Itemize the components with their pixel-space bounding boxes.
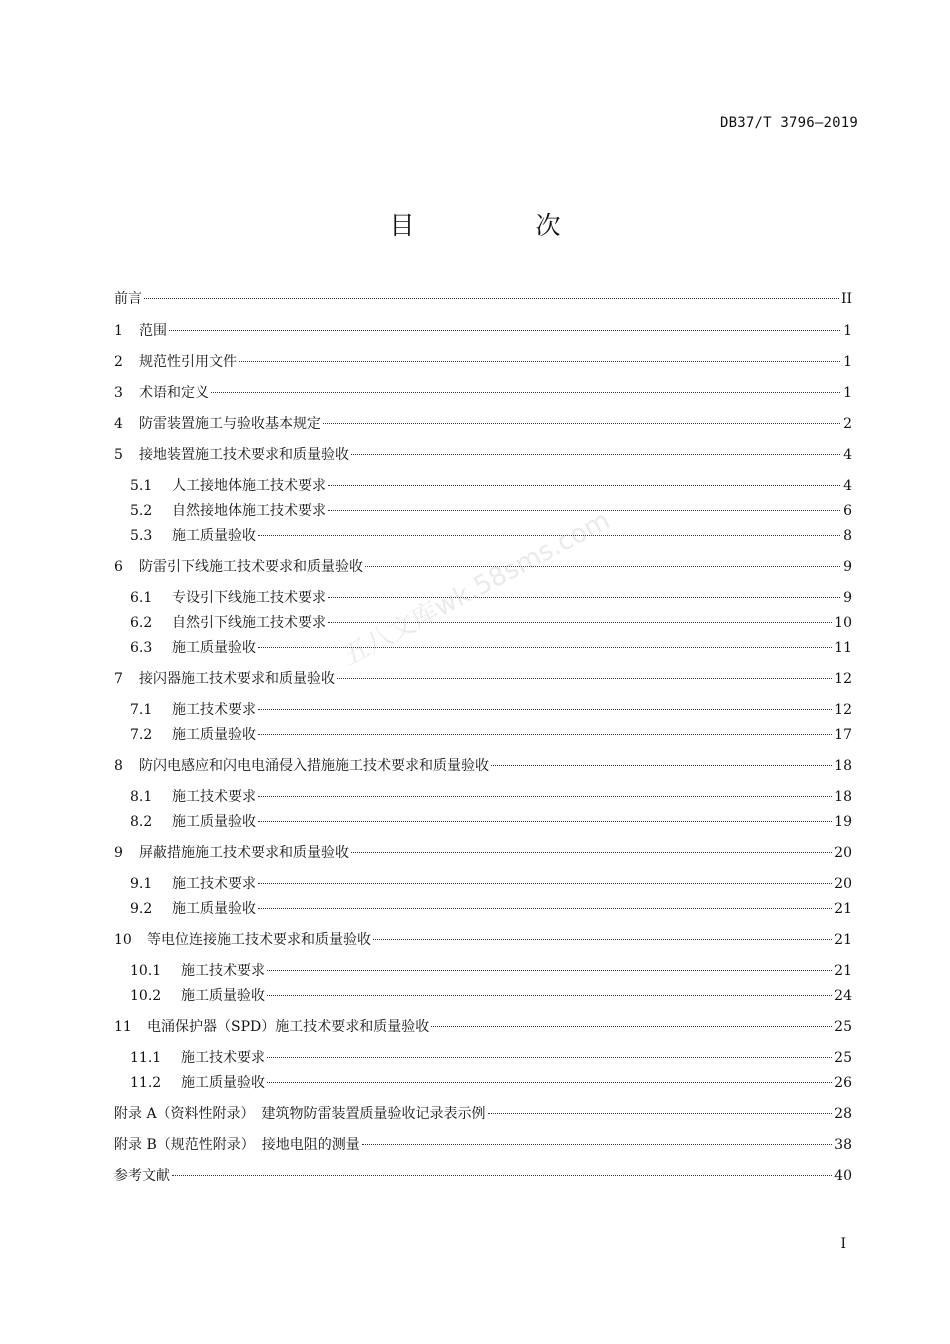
toc-entry-page: 1: [843, 323, 852, 339]
toc-entry[interactable]: [114, 756, 852, 776]
toc-entry[interactable]: [114, 1073, 852, 1093]
toc-entry-label: 附录 B（规范性附录） 接地电阻的测量: [114, 1137, 360, 1153]
toc-entry-label: 接闪器施工技术要求和质量验收: [139, 671, 335, 687]
toc-entry-number: 4: [114, 416, 123, 432]
toc-entry-label: 附录 A（资料性附录） 建筑物防雷装置质量验收记录表示例: [114, 1106, 486, 1122]
toc-entry[interactable]: [114, 669, 852, 689]
dot-leader: [267, 1057, 832, 1058]
toc-entry[interactable]: [114, 899, 852, 919]
toc-entry[interactable]: [114, 613, 852, 633]
dot-leader: [258, 883, 832, 884]
toc-entry-label: 参考文献: [114, 1168, 170, 1184]
toc-entry[interactable]: [114, 638, 852, 658]
toc-entry-label: 施工技术要求: [172, 702, 256, 718]
toc-entry-number: 8.1: [130, 789, 153, 805]
toc-entry-page: 21: [834, 932, 852, 948]
toc-entry-number: 1: [114, 323, 123, 339]
page-title: 目 次: [389, 211, 609, 240]
dot-leader: [258, 709, 832, 710]
toc-entry-number: 5.3: [130, 528, 153, 544]
dot-leader: [323, 423, 840, 424]
dot-leader: [362, 1144, 832, 1145]
toc-entry-number: 5: [114, 447, 123, 463]
dot-leader: [491, 765, 832, 766]
toc-entry-number: 10.1: [130, 963, 162, 979]
toc-entry[interactable]: [114, 725, 852, 745]
toc-entry-label: 施工质量验收: [172, 727, 256, 743]
toc-entry-number: 5.1: [130, 478, 153, 494]
toc-entry-label: 范围: [139, 323, 167, 339]
toc-entry-page: 38: [834, 1137, 852, 1153]
toc-entry-page: 11: [834, 640, 852, 656]
dot-leader: [337, 678, 832, 679]
toc-entry-number: 6: [114, 559, 123, 575]
dot-leader: [488, 1113, 833, 1114]
toc-entry-page: 6: [843, 503, 852, 519]
toc-entry-page: 12: [834, 702, 852, 718]
toc-entry-page: 1: [843, 354, 852, 370]
toc-entry-number: 11.2: [130, 1075, 162, 1091]
toc-entry-label: 施工质量验收: [181, 1075, 265, 1091]
toc-entry-number: 3: [114, 385, 123, 401]
toc-entry[interactable]: [114, 961, 852, 981]
toc-entry-label: 专设引下线施工技术要求: [172, 590, 326, 606]
toc-entry-label: 自然引下线施工技术要求: [172, 615, 326, 631]
dot-leader: [258, 821, 832, 822]
toc-entry-page: 17: [834, 727, 852, 743]
toc-entry-number: 5.2: [130, 503, 153, 519]
toc-entry-number: 9: [114, 845, 123, 861]
toc-entry-page: 2: [843, 416, 852, 432]
toc-entry-label: 规范性引用文件: [139, 354, 237, 370]
toc-entry[interactable]: [114, 986, 852, 1006]
toc-entry-page: 4: [843, 447, 852, 463]
dot-leader: [239, 361, 840, 362]
toc-entry-number: 2: [114, 354, 123, 370]
dot-leader: [373, 939, 832, 940]
toc-entry-label: 施工技术要求: [172, 789, 256, 805]
toc-entry[interactable]: [114, 445, 852, 465]
dot-leader: [351, 852, 832, 853]
toc-entry[interactable]: [114, 321, 852, 341]
toc-entry-page: 10: [834, 615, 852, 631]
toc-entry-label: 电涌保护器（SPD）施工技术要求和质量验收: [147, 1019, 430, 1035]
dot-leader: [211, 392, 840, 393]
toc-entry-number: 8.2: [130, 814, 153, 830]
dot-leader: [258, 908, 832, 909]
toc-entry[interactable]: [114, 414, 852, 434]
dot-leader: [267, 995, 832, 996]
toc-entry-label: 防闪电感应和闪电电涌侵入措施施工技术要求和质量验收: [139, 758, 489, 774]
toc-entry-label: 施工质量验收: [172, 901, 256, 917]
dot-leader: [267, 970, 832, 971]
toc-entry[interactable]: [114, 874, 852, 894]
toc-entry-label: 前言: [114, 291, 142, 307]
toc-entry-label: 施工质量验收: [172, 528, 256, 544]
toc-entry-number: 6.3: [130, 640, 153, 656]
toc-entry-number: 10: [114, 932, 132, 948]
toc-entry-page: 12: [834, 671, 852, 687]
toc-entry-page: 24: [834, 988, 852, 1004]
toc-entry-page: 40: [834, 1168, 852, 1184]
toc-entry-page: 25: [834, 1050, 852, 1066]
toc-entry-page: 18: [834, 758, 852, 774]
dot-leader: [328, 597, 840, 598]
toc-entry-page: 18: [834, 789, 852, 805]
toc-entry[interactable]: [114, 476, 852, 496]
toc-entry[interactable]: [114, 700, 852, 720]
toc-entry-page: 20: [834, 876, 852, 892]
toc-entry-page: 21: [834, 901, 852, 917]
toc-entry-number: 11: [114, 1019, 132, 1035]
toc-entry-number: 7: [114, 671, 123, 687]
dot-leader: [431, 1026, 832, 1027]
toc-entry-page: 1: [843, 385, 852, 401]
toc-entry[interactable]: [114, 1048, 852, 1068]
toc-entry-label: 施工技术要求: [172, 876, 256, 892]
toc-entry-label: 施工质量验收: [172, 814, 256, 830]
toc-entry-label: 施工质量验收: [181, 988, 265, 1004]
toc-entry[interactable]: [114, 1017, 852, 1037]
toc-entry-page: 9: [843, 559, 852, 575]
toc-entry-label: 屏蔽措施施工技术要求和质量验收: [139, 845, 349, 861]
toc-entry-label: 防雷装置施工与验收基本规定: [139, 416, 321, 432]
dot-leader: [267, 1082, 832, 1083]
toc-entry-number: 6.2: [130, 615, 153, 631]
dot-leader: [365, 566, 840, 567]
toc-entry-number: 7.2: [130, 727, 153, 743]
toc-entry-page: II: [840, 291, 852, 307]
toc-entry-page: 9: [843, 590, 852, 606]
toc-entry-number: 11.1: [130, 1050, 162, 1066]
dot-leader: [144, 298, 839, 299]
toc-entry-page: 8: [843, 528, 852, 544]
dot-leader: [172, 1175, 832, 1176]
dot-leader: [258, 734, 832, 735]
toc-entry-number: 9.1: [130, 876, 153, 892]
toc-entry[interactable]: [114, 383, 852, 403]
toc-entry-page: 26: [834, 1075, 852, 1091]
toc-entry-page: 19: [834, 814, 852, 830]
toc-entry-number: 7.1: [130, 702, 153, 718]
document-code: DB37/T 3796—2019: [719, 115, 858, 131]
toc-entry[interactable]: [114, 812, 852, 832]
dot-leader: [328, 485, 840, 486]
toc-entry-page: 4: [843, 478, 852, 494]
toc-entry[interactable]: [114, 352, 852, 372]
toc-entry-number: 6.1: [130, 590, 153, 606]
dot-leader: [258, 796, 832, 797]
toc-entry-label: 施工质量验收: [172, 640, 256, 656]
toc-entry-label: 自然接地体施工技术要求: [172, 503, 326, 519]
toc-entry-label: 术语和定义: [139, 385, 209, 401]
toc-entry-label: 人工接地体施工技术要求: [172, 478, 326, 494]
page-number: I: [840, 1236, 846, 1252]
toc-entry-page: 28: [834, 1106, 852, 1122]
toc-entry[interactable]: [114, 289, 852, 309]
toc-entry[interactable]: [114, 930, 852, 950]
toc-entry-label: 施工技术要求: [181, 963, 265, 979]
toc-entry[interactable]: [114, 1166, 852, 1186]
toc-entry[interactable]: [114, 1104, 852, 1124]
toc-entry[interactable]: [114, 787, 852, 807]
toc-entry-label: 防雷引下线施工技术要求和质量验收: [139, 559, 363, 575]
toc-entry[interactable]: [114, 501, 852, 521]
dot-leader: [169, 330, 840, 331]
toc-entry-label: 接地装置施工技术要求和质量验收: [139, 447, 349, 463]
toc-entry[interactable]: [114, 1135, 852, 1155]
toc-entry-page: 25: [834, 1019, 852, 1035]
toc-entry-number: 9.2: [130, 901, 153, 917]
watermark: 五八文库wk.58sms.com: [337, 505, 615, 672]
toc-entry-page: 20: [834, 845, 852, 861]
toc-entry-page: 21: [834, 963, 852, 979]
toc-entry-number: 10.2: [130, 988, 162, 1004]
toc-entry-number: 8: [114, 758, 123, 774]
toc-entry-label: 施工技术要求: [181, 1050, 265, 1066]
toc-entry-label: 等电位连接施工技术要求和质量验收: [147, 932, 371, 948]
toc-entry[interactable]: [114, 843, 852, 863]
dot-leader: [351, 454, 840, 455]
toc-entry[interactable]: [114, 526, 852, 546]
